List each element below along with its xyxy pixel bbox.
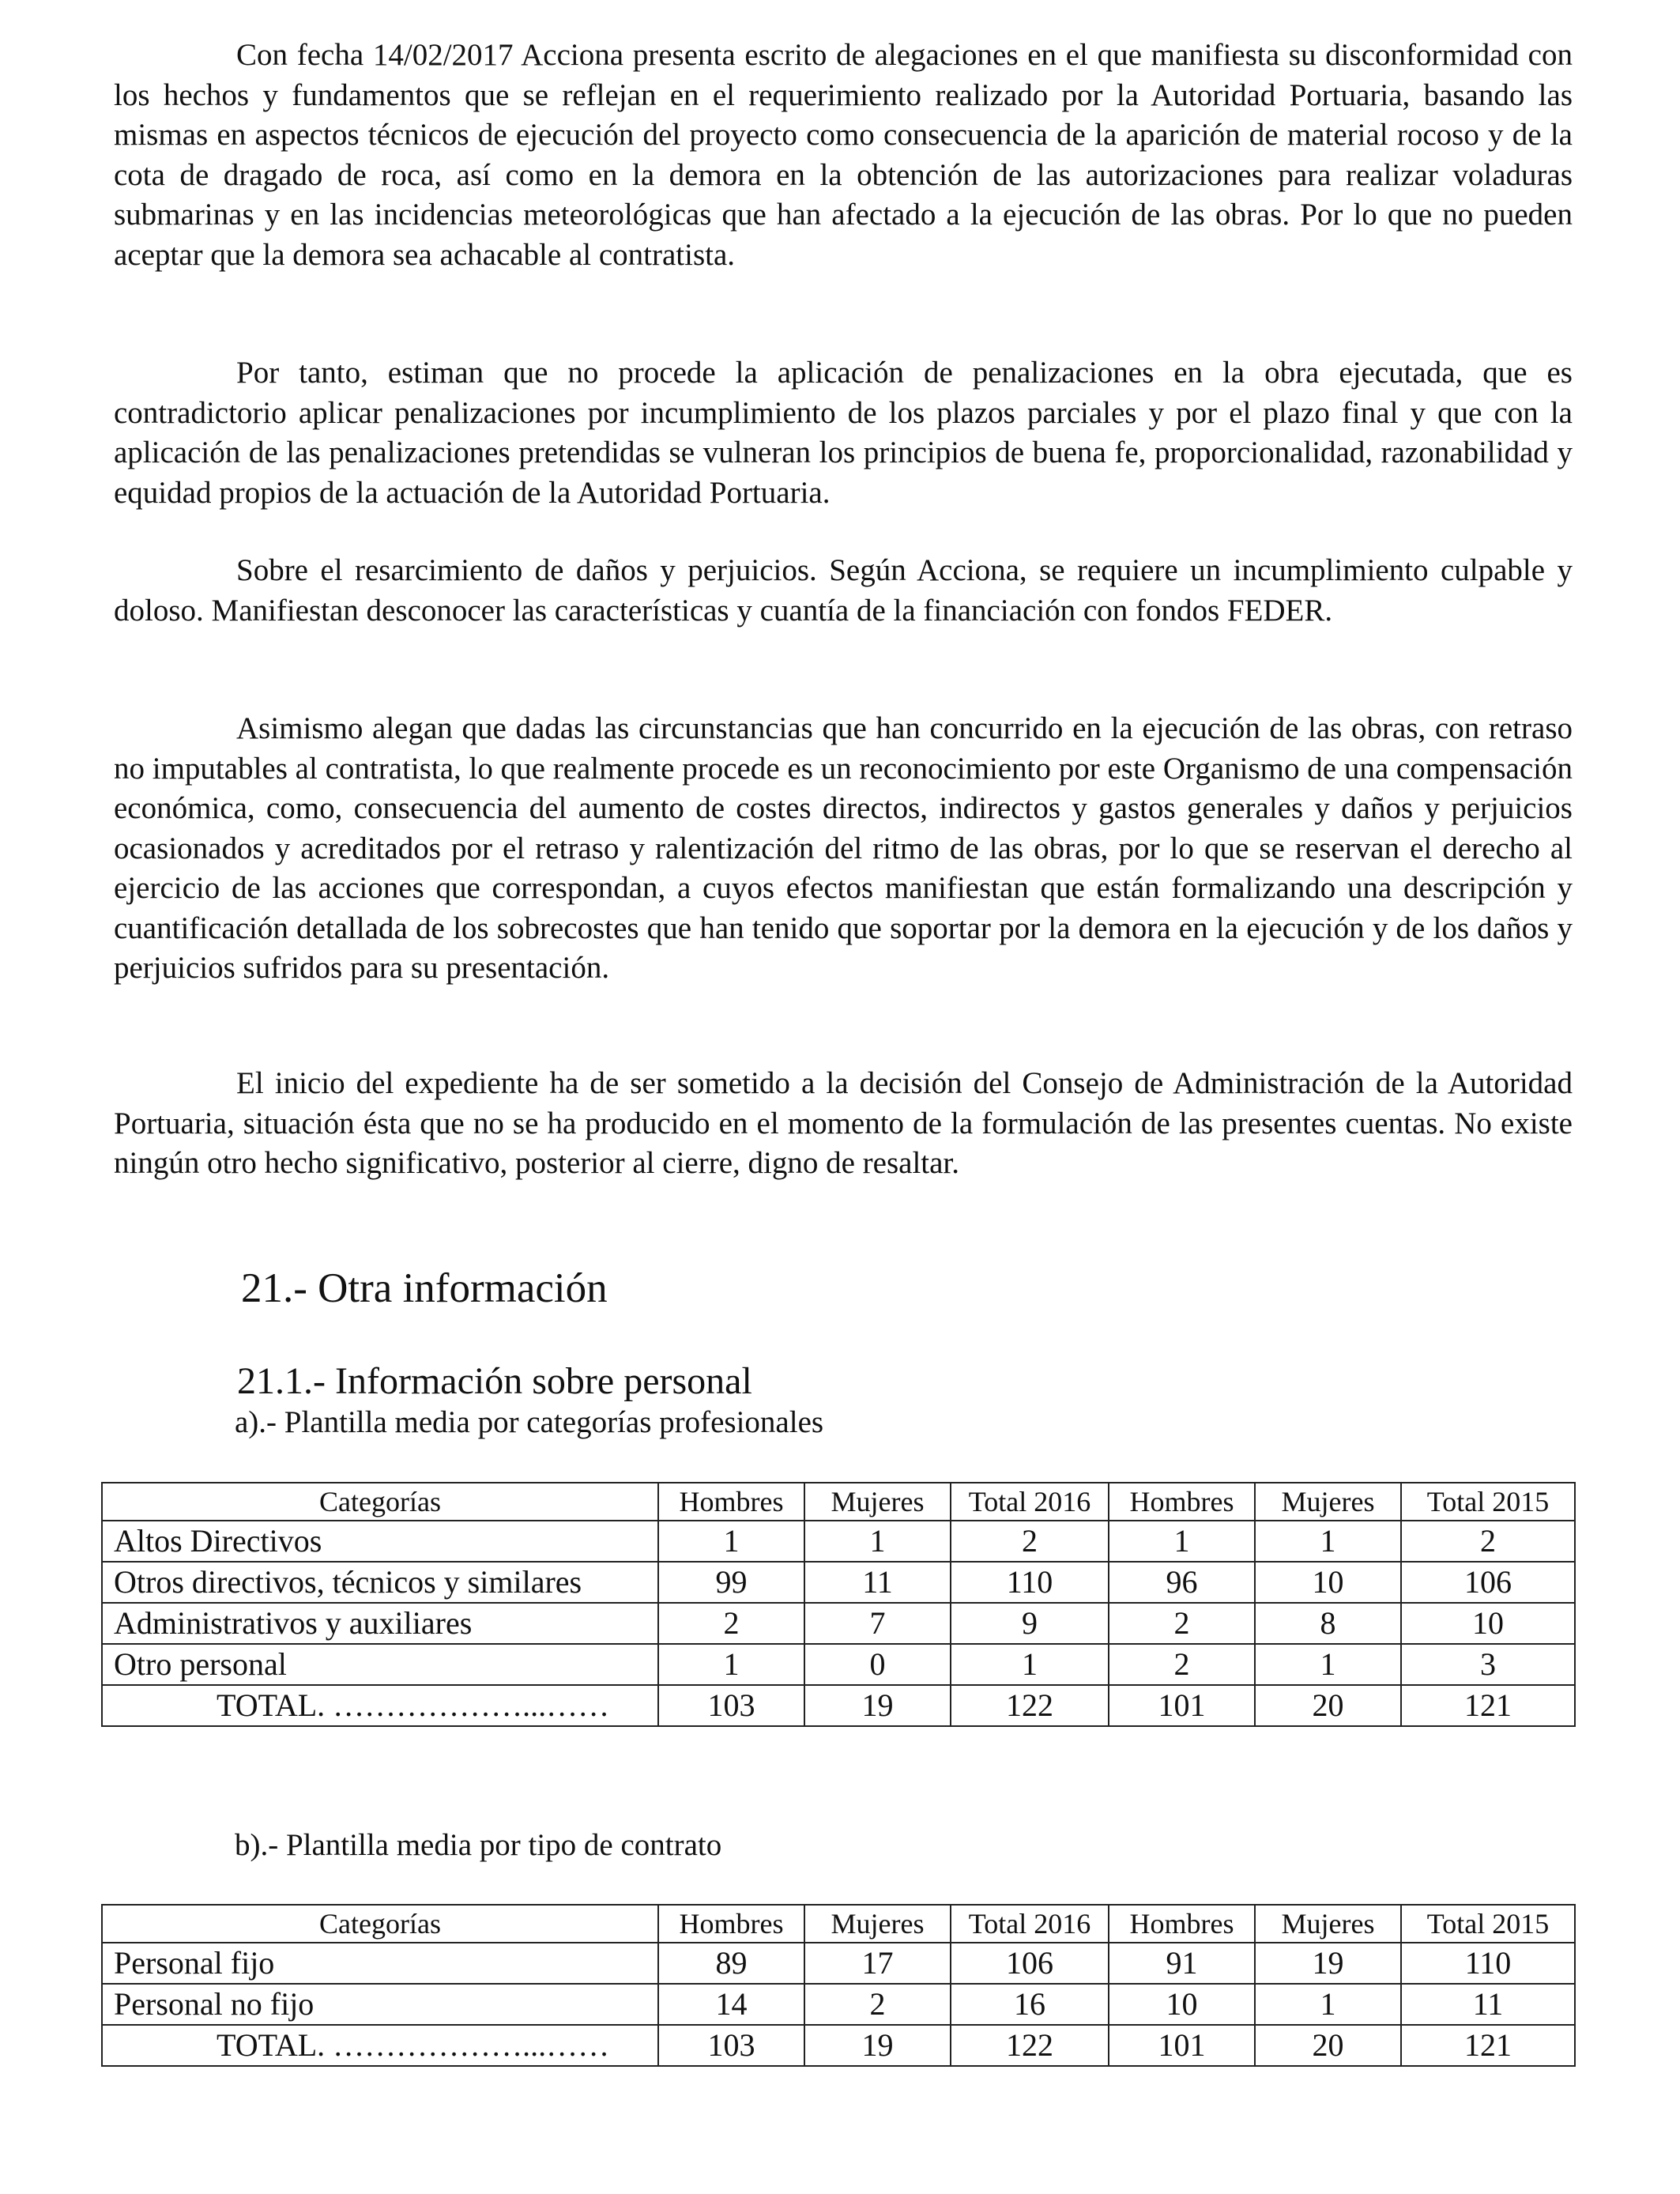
cell-value: 1 (1255, 1644, 1401, 1685)
total-value: 122 (951, 1685, 1109, 1726)
row-category: Otros directivos, técnicos y similares (102, 1562, 658, 1603)
cell-value: 16 (951, 1984, 1109, 2025)
cell-value: 99 (658, 1562, 804, 1603)
header-mujeres-2016: Mujeres (804, 1483, 951, 1521)
cell-value: 106 (1401, 1562, 1575, 1603)
header-hombres-2015: Hombres (1109, 1905, 1255, 1943)
total-value: 19 (804, 2025, 951, 2066)
row-category: Otro personal (102, 1644, 658, 1685)
table-tipo-contrato (101, 1904, 1576, 2067)
section-subtitle: 21.1.- Información sobre personal (237, 1360, 752, 1402)
table-row (102, 1603, 1575, 1644)
total-value: 20 (1255, 2025, 1401, 2066)
header-mujeres-2015: Mujeres (1255, 1905, 1401, 1943)
total-label: TOTAL. ………………...…… (102, 2025, 658, 2066)
row-category: Administrativos y auxiliares (102, 1603, 658, 1644)
header-hombres-2016: Hombres (658, 1483, 804, 1521)
cell-value: 2 (804, 1984, 951, 2025)
cell-value: 1 (1255, 1521, 1401, 1562)
cell-value: 2 (1401, 1521, 1575, 1562)
header-total-2015: Total 2015 (1401, 1483, 1575, 1521)
total-value: 103 (658, 1685, 804, 1726)
table-a-caption: a).- Plantilla media por categorías profesionales (235, 1405, 824, 1439)
cell-value: 1 (951, 1644, 1109, 1685)
cell-value: 17 (804, 1943, 951, 1984)
total-label: TOTAL. ………………...…… (102, 1685, 658, 1726)
cell-value: 110 (951, 1562, 1109, 1603)
cell-value: 0 (804, 1644, 951, 1685)
cell-value: 89 (658, 1943, 804, 1984)
paragraph-compensacion: Asimismo alegan que dadas las circunstancias que han concurrido en la ejecución de las obras, con retraso no imputables al contratista, lo que realmente procede es un reconocimiento por este Organismo de una compensación económica, como, consecuencia del aumento de costes directos, indirectos y gastos generales y daños y perjuicios ocasionados y acreditados por el retraso y ralentización del ritmo de las obras, por lo que se reservan el derecho al ejercicio de las acciones que correspondan, a cuyos efectos manifiestan que están formalizando una descripción y cuantificación detallada de los sobrecostes que han tenido que soportar por la demora en la ejecución y de los daños y perjuicios sufridos para su presentación. (114, 711, 1573, 985)
cell-value: 96 (1109, 1562, 1255, 1603)
cell-value: 19 (1255, 1943, 1401, 1984)
cell-value: 1 (658, 1644, 804, 1685)
paragraph-alegaciones: Con fecha 14/02/2017 Acciona presenta escrito de alegaciones en el que manifiesta su disconformidad con los hechos y fundamentos que se reflejan en el requerimiento realizado por la Autoridad Portuaria, basando las mismas en aspectos técnicos de ejecución del proyecto como consecuencia de la aparición de material rocoso y de la cota de dragado de roca, así como en la demora en la obtención de las autorizaciones para realizar voladuras submarinas y en las incidencias meteorológicas que han afectado a la ejecución de las obras. Por lo que no pueden aceptar que la demora sea achacable al contratista. (114, 38, 1573, 272)
cell-value: 2 (1109, 1603, 1255, 1644)
table-categorias-profesionales (101, 1482, 1576, 1727)
row-category: Personal fijo (102, 1943, 658, 1984)
header-hombres-2016: Hombres (658, 1905, 804, 1943)
cell-value: 7 (804, 1603, 951, 1644)
cell-value: 10 (1255, 1562, 1401, 1603)
cell-value: 2 (1109, 1644, 1255, 1685)
cell-value: 2 (951, 1521, 1109, 1562)
header-total-2015: Total 2015 (1401, 1905, 1575, 1943)
header-hombres-2015: Hombres (1109, 1483, 1255, 1521)
table-row (102, 1943, 1575, 1984)
cell-value: 2 (658, 1603, 804, 1644)
cell-value: 91 (1109, 1943, 1255, 1984)
cell-value: 14 (658, 1984, 804, 2025)
cell-value: 8 (1255, 1603, 1401, 1644)
paragraph-penalizaciones: Por tanto, estiman que no procede la aplicación de penalizaciones en la obra ejecutada, que es contradictorio aplicar penalizaciones por incumplimiento de los plazos parciales y por el plazo final y que con la aplicación de las penalizaciones pretendidas se vulneran los principios de buena fe, proporcionalidad, razonabilidad y equidad propios de la actuación de la Autoridad Portuaria. (114, 356, 1573, 510)
header-total-2016: Total 2016 (951, 1483, 1109, 1521)
cell-value: 1 (658, 1521, 804, 1562)
cell-value: 110 (1401, 1943, 1575, 1984)
cell-value: 11 (804, 1562, 951, 1603)
cell-value: 106 (951, 1943, 1109, 1984)
table-header-row (102, 1905, 1575, 1943)
total-value: 121 (1401, 1685, 1575, 1726)
paragraph-expediente: El inicio del expediente ha de ser sometido a la decisión del Consejo de Administración de la Autoridad Portuaria, situación ésta que no se ha producido en el momento de la formulación de las presentes cuentas. No existe ningún otro hecho significativo, posterior al cierre, digno de resaltar. (114, 1066, 1573, 1180)
cell-value: 3 (1401, 1644, 1575, 1685)
section-title: 21.- Otra información (241, 1265, 608, 1311)
header-categorias: Categorías (102, 1483, 658, 1521)
paragraph-resarcimiento: Sobre el resarcimiento de daños y perjuicios. Según Acciona, se requiere un incumplimiento culpable y doloso. Manifiestan desconocer las características y cuantía de la financiación con fondos FEDER. (114, 553, 1573, 628)
table-row (102, 1644, 1575, 1685)
header-mujeres-2016: Mujeres (804, 1905, 951, 1943)
table-row (102, 1521, 1575, 1562)
cell-value: 10 (1401, 1603, 1575, 1644)
table-header-row (102, 1483, 1575, 1521)
header-categorias: Categorías (102, 1905, 658, 1943)
cell-value: 10 (1109, 1984, 1255, 2025)
cell-value: 11 (1401, 1984, 1575, 2025)
total-value: 20 (1255, 1685, 1401, 1726)
total-value: 122 (951, 2025, 1109, 2066)
row-category: Altos Directivos (102, 1521, 658, 1562)
total-value: 103 (658, 2025, 804, 2066)
total-value: 121 (1401, 2025, 1575, 2066)
cell-value: 1 (804, 1521, 951, 1562)
total-value: 101 (1109, 1685, 1255, 1726)
table-b-caption: b).- Plantilla media por tipo de contrato (235, 1828, 722, 1862)
total-value: 101 (1109, 2025, 1255, 2066)
row-category: Personal no fijo (102, 1984, 658, 2025)
table-total-row (102, 2025, 1575, 2066)
header-total-2016: Total 2016 (951, 1905, 1109, 1943)
cell-value: 1 (1109, 1521, 1255, 1562)
table-total-row (102, 1685, 1575, 1726)
table-row (102, 1562, 1575, 1603)
header-mujeres-2015: Mujeres (1255, 1483, 1401, 1521)
table-row (102, 1984, 1575, 2025)
total-value: 19 (804, 1685, 951, 1726)
cell-value: 9 (951, 1603, 1109, 1644)
cell-value: 1 (1255, 1984, 1401, 2025)
